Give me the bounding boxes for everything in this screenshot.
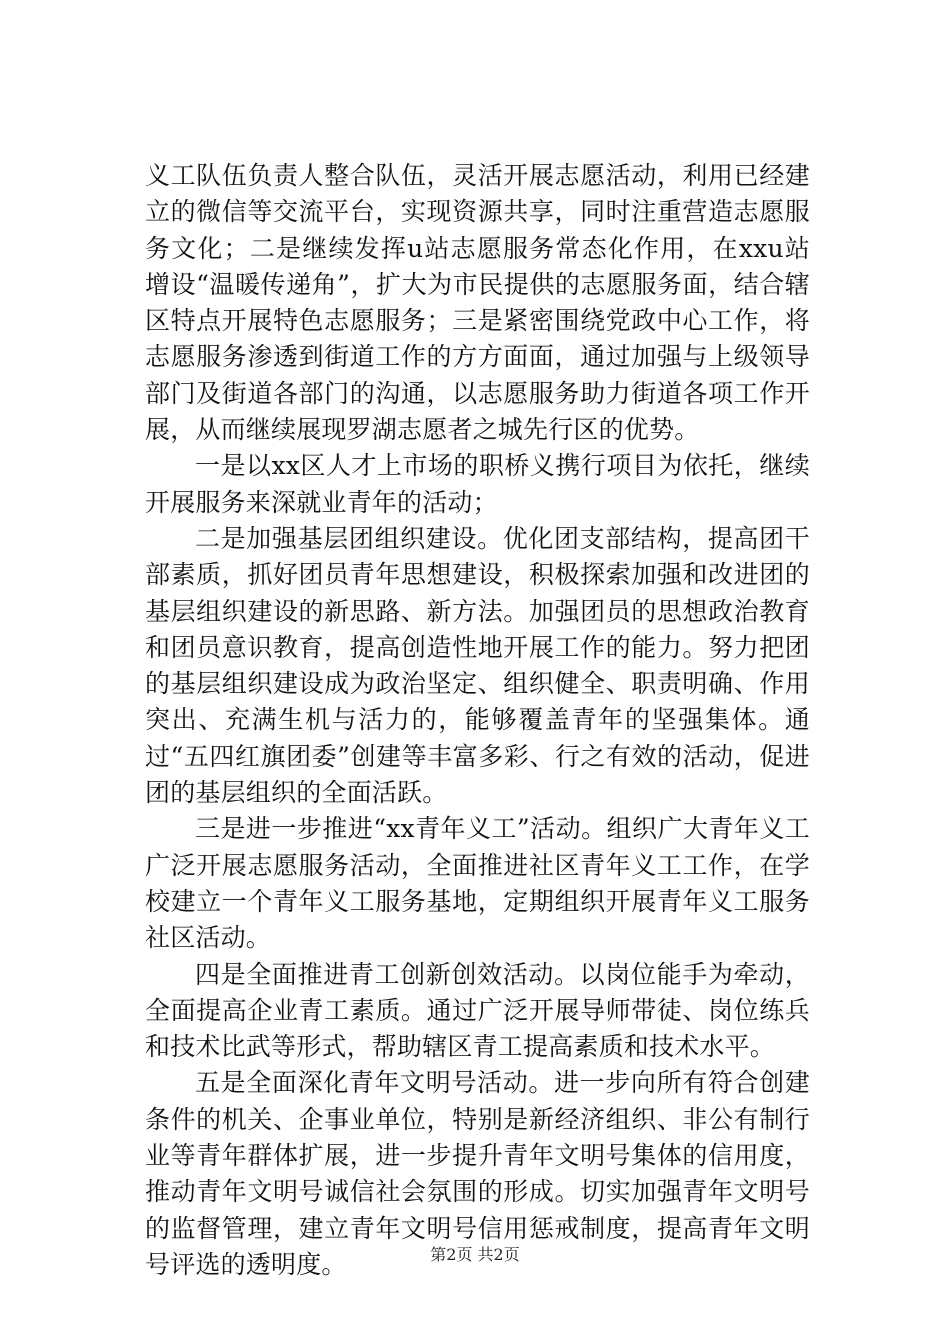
page-footer: 第2页 共2页 (430, 1245, 520, 1264)
paragraph-2: 一是以xx区人才上市场的职桥义携行项目为依托，继续开展服务来深就业青年的活动； (145, 451, 810, 517)
paragraph-3: 二是加强基层团组织建设。优化团支部结构，提高团干部素质，抓好团员青年思想建设，积极探索加强和改进团的基层组织建设的新思路、新方法。加强团员的思想政治教育和团员意识教育，提高创造性地开展工作的能力。努力把团的基层组织建设成为政治坚定、组织健全、职责明确、作用突出、充满生机与活力的，能够覆盖青年的坚强集体。通过“五四红旗团委”创建等丰富多彩、行之有效的活动，促进团的基层组织的全面活跃。 (145, 523, 810, 808)
paragraph-1: 义工队伍负责人整合队伍，灵活开展志愿活动，利用已经建立的微信等交流平台，实现资源共享，同时注重营造志愿服务文化；二是继续发挥u站志愿服务常态化作用，在xxu站增设“温暖传递角”，扩大为市民提供的志愿服务面，结合辖区特点开展特色志愿服务；三是紧密围绕党政中心工作，将志愿服务渗透到街道工作的方方面面，通过加强与上级领导部门及街道各部门的沟通，以志愿服务助力街道各项工作开展，从而继续展现罗湖志愿者之城先行区的优势。 (145, 161, 810, 445)
paragraph-5: 四是全面推进青工创新创效活动。以岗位能手为牵动，全面提高企业青工素质。通过广泛开展导师带徒、岗位练兵和技术比武等形式，帮助辖区青工提高素质和技术水平。 (145, 959, 810, 1062)
document-body (145, 158, 810, 1283)
paragraph-4: 三是进一步推进“xx青年义工”活动。组织广大青年义工广泛开展志愿服务活动，全面推进社区青年义工工作，在学校建立一个青年义工服务基地，定期组织开展青年义工服务社区活动。 (145, 814, 810, 953)
paragraph-6: 五是全面深化青年文明号活动。进一步向所有符合创建条件的机关、企事业单位，特别是新经济组织、非公有制行业等青年群体扩展，进一步提升青年文明号集体的信用度，推动青年文明号诚信社会氛围的形成。切实加强青年文明号的监督管理，建立青年文明号信用惩戒制度，提高青年文明号评选的透明度。 (145, 1068, 810, 1279)
